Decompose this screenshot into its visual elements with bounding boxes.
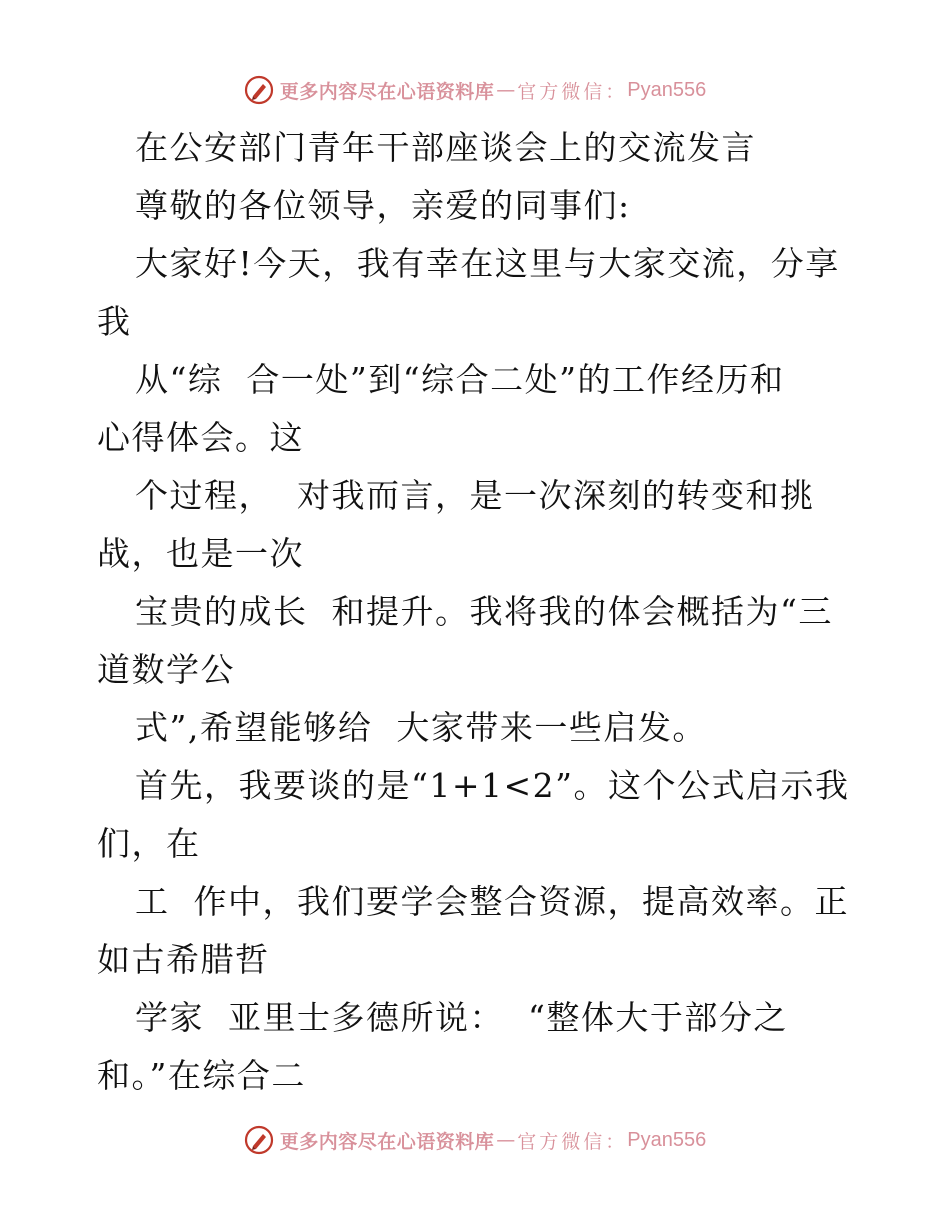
doc-line: 们，在 (97, 824, 201, 863)
header-wechat-label: 官方微信： (517, 80, 628, 103)
footer-banner (0, 1122, 950, 1158)
footer-site-text: 更多内容尽在心语资料库 (279, 1130, 495, 1153)
doc-line: 学家 亚里士多德所说： “整体大于部分之 (135, 998, 788, 1037)
header-dash: — (496, 79, 516, 101)
doc-line: 战，也是一次 (97, 534, 304, 573)
doc-line: 宝贵的成长 和提升。我将我的体会概括为“三 (135, 592, 833, 631)
footer-wechat-label: 官方微信： (517, 1130, 628, 1153)
pen-circle-icon (244, 1125, 274, 1155)
header-banner (0, 72, 950, 108)
doc-line: 从“综 合一处”到“综合二处”的工作经历和 (135, 360, 785, 399)
doc-line: 尊敬的各位领导，亲爱的同事们: (135, 186, 631, 225)
footer-wechat-id: Pyan556 (627, 1128, 707, 1151)
pen-circle-icon (244, 75, 274, 105)
doc-line: 心得体会。这 (97, 418, 304, 457)
doc-line: 工 作中，我们要学会整合资源，提高效率。正 (135, 882, 849, 921)
doc-line: 道数学公 (97, 650, 235, 689)
doc-line: 和。”在综合二 (97, 1056, 306, 1095)
doc-title: 在公安部门青年干部座谈会上的交流发言 (135, 128, 756, 167)
doc-line: 首先，我要谈的是“1+1<2”。这个公式启示我 (135, 766, 850, 805)
footer-dash: — (496, 1129, 516, 1151)
doc-line: 个过程， 对我而言，是一次深刻的转变和挑 (135, 476, 815, 515)
doc-line: 大家好!今天，我有幸在这里与大家交流，分享 (135, 244, 840, 283)
doc-line: 我 (97, 302, 132, 341)
header-site-text: 更多内容尽在心语资料库 (279, 80, 495, 103)
doc-line: 如古希腊哲 (97, 940, 270, 979)
doc-line: 式”,希望能够给 大家带来一些启发。 (135, 708, 707, 747)
header-wechat-id: Pyan556 (627, 78, 707, 101)
